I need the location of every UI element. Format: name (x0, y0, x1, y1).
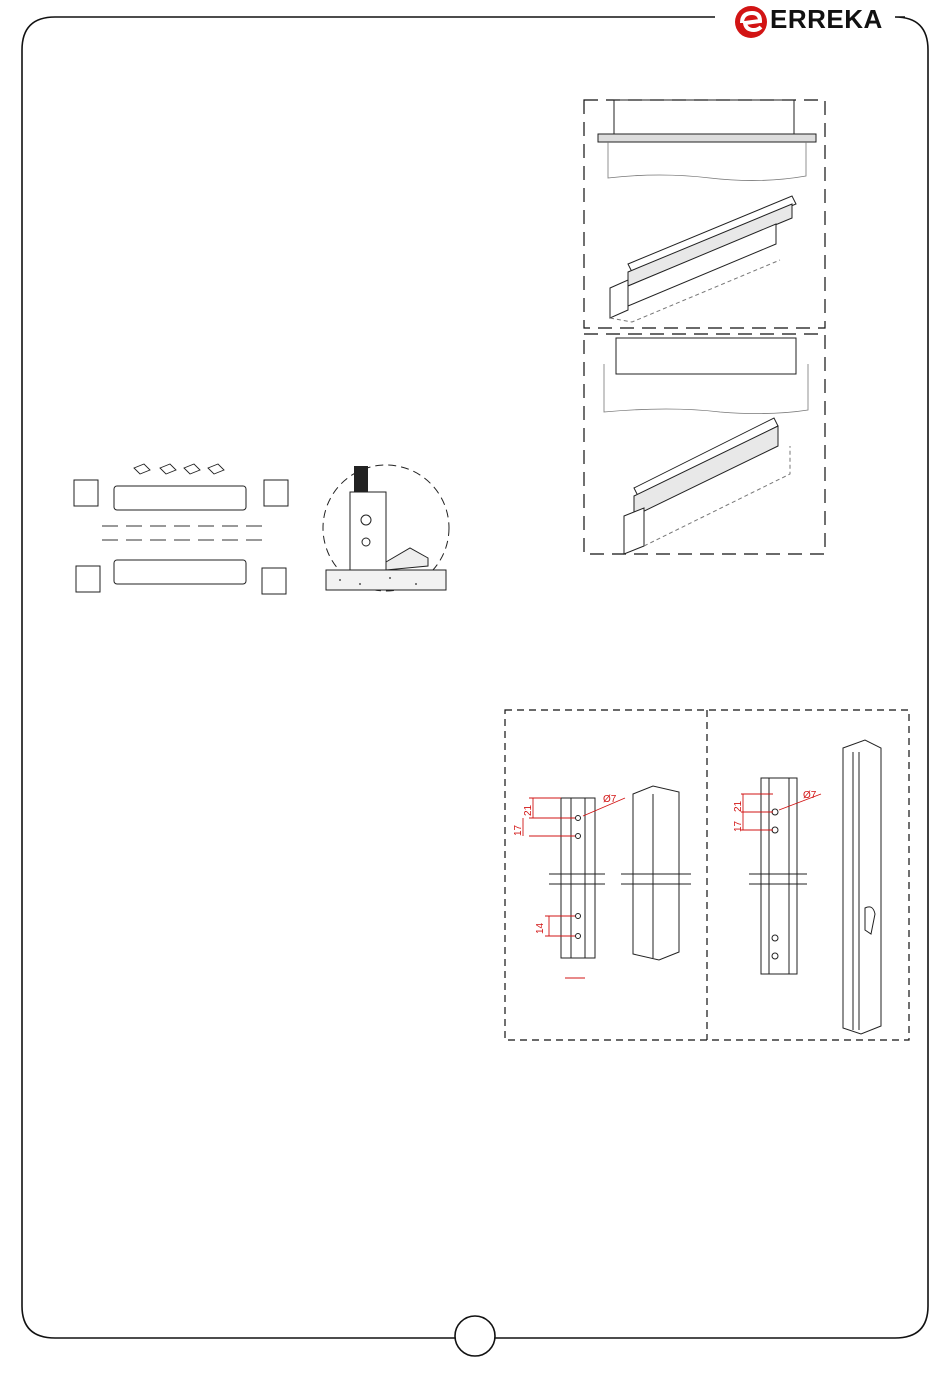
left-dim-17: 17 (513, 824, 524, 836)
left-dim-hole: Ø7 (603, 794, 617, 805)
page-number-circle (455, 1316, 495, 1356)
end-caps-assembly-drawing (66, 458, 306, 598)
left-dim-spacing: 14 (535, 922, 546, 934)
rail-views-drawing (580, 96, 830, 558)
right-dim-17: 17 (733, 820, 744, 832)
brand-logo-text: ERREKA (770, 4, 883, 34)
left-dim-21: 21 (523, 804, 534, 816)
right-dim-hole: Ø7 (803, 790, 817, 801)
right-dim-21: 21 (733, 800, 744, 812)
erreka-swirl-icon (732, 3, 772, 41)
profile-drilling-drawing (503, 708, 911, 1042)
section-detail-circle-drawing (320, 462, 452, 594)
